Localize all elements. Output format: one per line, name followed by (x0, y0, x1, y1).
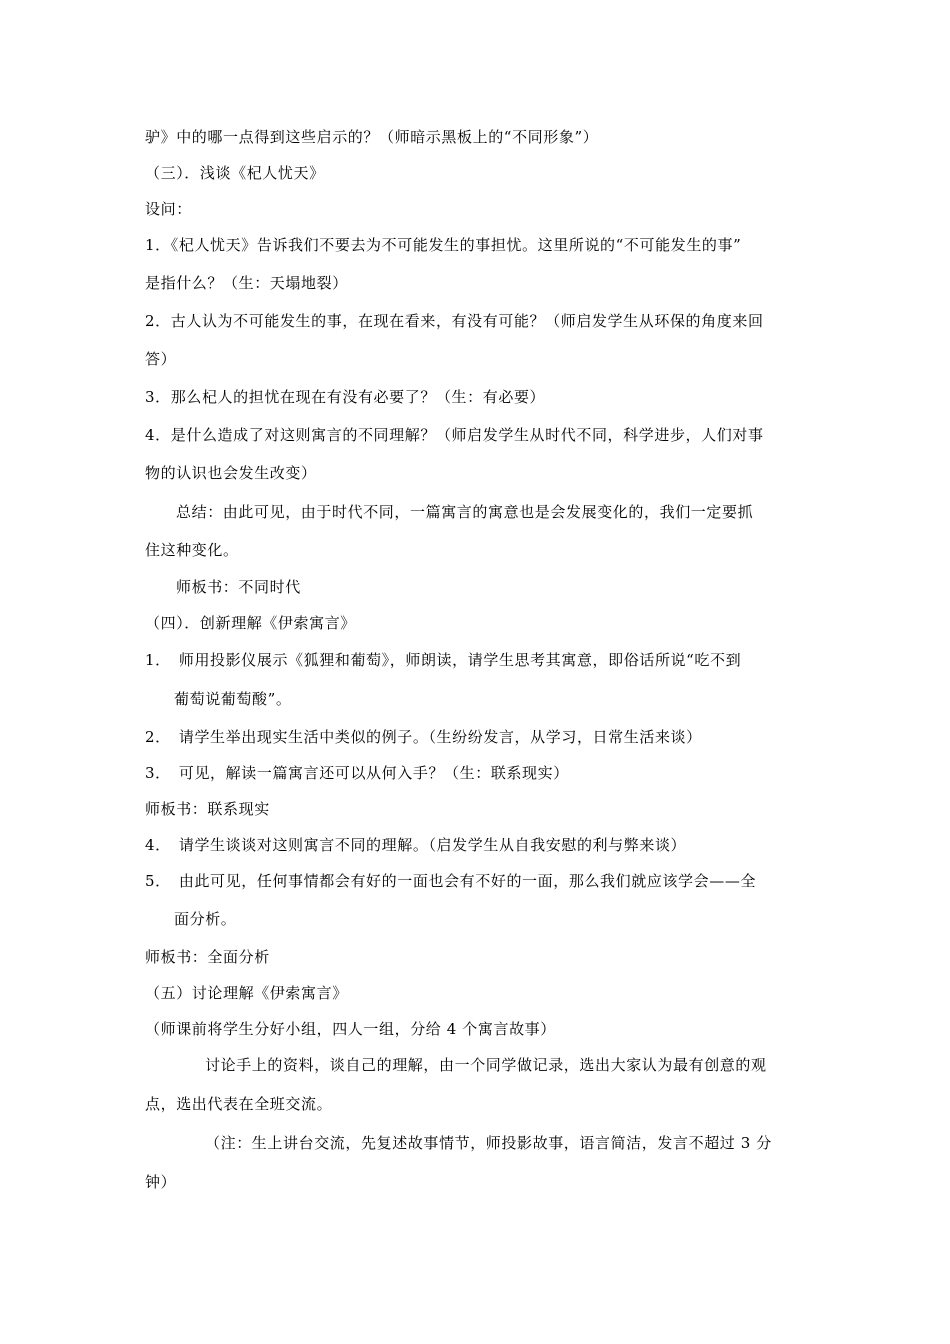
text-line: 答） (145, 350, 177, 368)
numbered-item: 2． 请学生举出现实生活中类似的例子。（生纷纷发言，从学习，日常生活来谈） (145, 728, 702, 746)
text-line: 设问： (145, 200, 192, 218)
numbered-item: 3．那么杞人的担忧在现在有没有必要了？（生：有必要） (145, 388, 546, 406)
section-heading: （四）．创新理解《伊索寓言》 (145, 614, 356, 632)
text-line: 钟） (145, 1173, 177, 1191)
numbered-item: 5． 由此可见，任何事情都会有好的一面也会有不好的一面，那么我们就应该学会——全 (145, 872, 757, 890)
text-line: 葡萄说葡萄酸”。 (174, 690, 292, 708)
summary-line: 总结：由此可见，由于时代不同，一篇寓言的寓意也是会发展变化的，我们一定要抓 (176, 503, 754, 521)
text-line: 是指什么？（生：天塌地裂） (145, 274, 348, 292)
note-line: （注：生上讲台交流，先复述故事情节，师投影故事，语言简洁，发言不超过 3 分 (205, 1134, 772, 1152)
board-note: 师板书：联系现实 (145, 800, 270, 818)
text-line: （师课前将学生分好小组，四人一组，分给 4 个寓言故事） (145, 1020, 556, 1038)
section-heading: （五）讨论理解《伊索寓言》 (145, 984, 348, 1002)
board-note: 师板书：全面分析 (145, 948, 270, 966)
text-line: 住这种变化。 (145, 541, 239, 559)
numbered-item: 3． 可见，解读一篇寓言还可以从何入手？（生：联系现实） (145, 764, 569, 782)
text-line: 讨论手上的资料，谈自己的理解，由一个同学做记录，选出大家认为最有创意的观 (205, 1056, 767, 1074)
numbered-item: 4． 请学生谈谈对这则寓言不同的理解。（启发学生从自我安慰的利与弊来谈） (145, 836, 687, 854)
section-heading: （三）．浅谈《杞人忧天》 (145, 164, 325, 182)
numbered-item: 4．是什么造成了对这则寓言的不同理解？（师启发学生从时代不同，科学进步，人们对事 (145, 426, 764, 444)
numbered-item: 1． 师用投影仪展示《狐狸和葡萄》，师朗读，请学生思考其寓意，即俗话所说“吃不到 (145, 651, 742, 669)
text-line: 点，选出代表在全班交流。 (145, 1095, 333, 1113)
board-note: 师板书：不同时代 (176, 578, 301, 596)
text-line: 驴》中的哪一点得到这些启示的？（师暗示黑板上的“不同形象”） (145, 128, 599, 146)
text-line: 面分析。 (174, 910, 237, 928)
text-line: 物的认识也会发生改变） (145, 464, 317, 482)
numbered-item: 2．古人认为不可能发生的事，在现在看来，有没有可能？（师启发学生从环保的角度来回 (145, 312, 764, 330)
numbered-item: 1．《杞人忧天》告诉我们不要去为不可能发生的事担忧。这里所说的“不可能发生的事” (145, 236, 742, 254)
